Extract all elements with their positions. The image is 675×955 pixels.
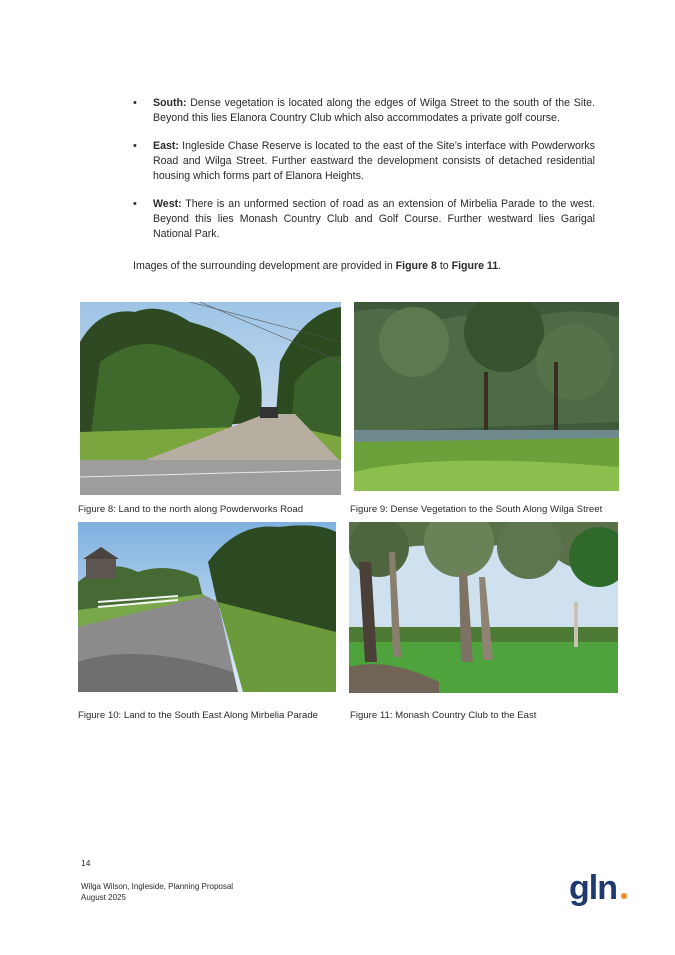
- intro-text: .: [498, 260, 502, 272]
- logo-dot-icon: [621, 893, 627, 899]
- bullet-label: South:: [153, 97, 187, 109]
- intro-text: to: [436, 260, 452, 272]
- footer: [81, 881, 233, 903]
- figure-ref: Figure 8: [395, 260, 437, 272]
- figure-9-photo: [354, 302, 619, 491]
- figure-10-caption: Figure 10: Land to the South East Along Mirbelia Parade: [78, 710, 318, 721]
- figure-ref: Figure 11: [451, 260, 499, 272]
- footer-date: August 2025: [81, 893, 126, 902]
- bullet-text: Ingleside Chase Reserve is located to the east of the Site’s interface with Powderworks Road and Wilga Street. Further eastward the development consists of detached residential housing which forms part of Elanora Heights.: [153, 140, 595, 182]
- bullet-label: East:: [153, 140, 179, 152]
- bullet-east: [133, 139, 595, 184]
- figure-11-caption: Figure 11: Monash Country Club to the East: [350, 710, 537, 721]
- figure-8-caption: Figure 8: Land to the north along Powderworks Road: [78, 504, 304, 515]
- surroundings-list: [133, 96, 595, 255]
- bullet-west: [133, 197, 595, 242]
- figure-8-photo: [80, 302, 341, 495]
- figures-intro: [133, 259, 603, 274]
- bullet-text: Dense vegetation is located along the edges of Wilga Street to the south of the Site. Beyond this lies Elanora Country Club which also accommodates a private golf course.: [153, 97, 595, 124]
- figure-11-photo: [349, 522, 618, 693]
- figure-9-caption: Figure 9: Dense Vegetation to the South Along Wilga Street: [350, 504, 603, 515]
- bullet-glyph: •: [133, 140, 137, 152]
- bullet-text: There is an unformed section of road as an extension of Mirbelia Parade to the west. Beyond this lies Monash Country Club and Golf Course. Further westward lies Garigal National Park.: [153, 198, 595, 240]
- gln-logo: gln: [569, 869, 617, 907]
- footer-title: Wilga Wilson, Ingleside, Planning Proposal: [81, 882, 234, 891]
- bullet-label: West:: [153, 198, 182, 210]
- bullet-glyph: •: [133, 198, 137, 210]
- bullet-glyph: •: [133, 97, 137, 109]
- figure-10-photo: [78, 522, 336, 692]
- page-number: 14: [81, 858, 91, 868]
- intro-text: Images of the surrounding development are provided in: [133, 260, 396, 272]
- bullet-south: [133, 96, 595, 126]
